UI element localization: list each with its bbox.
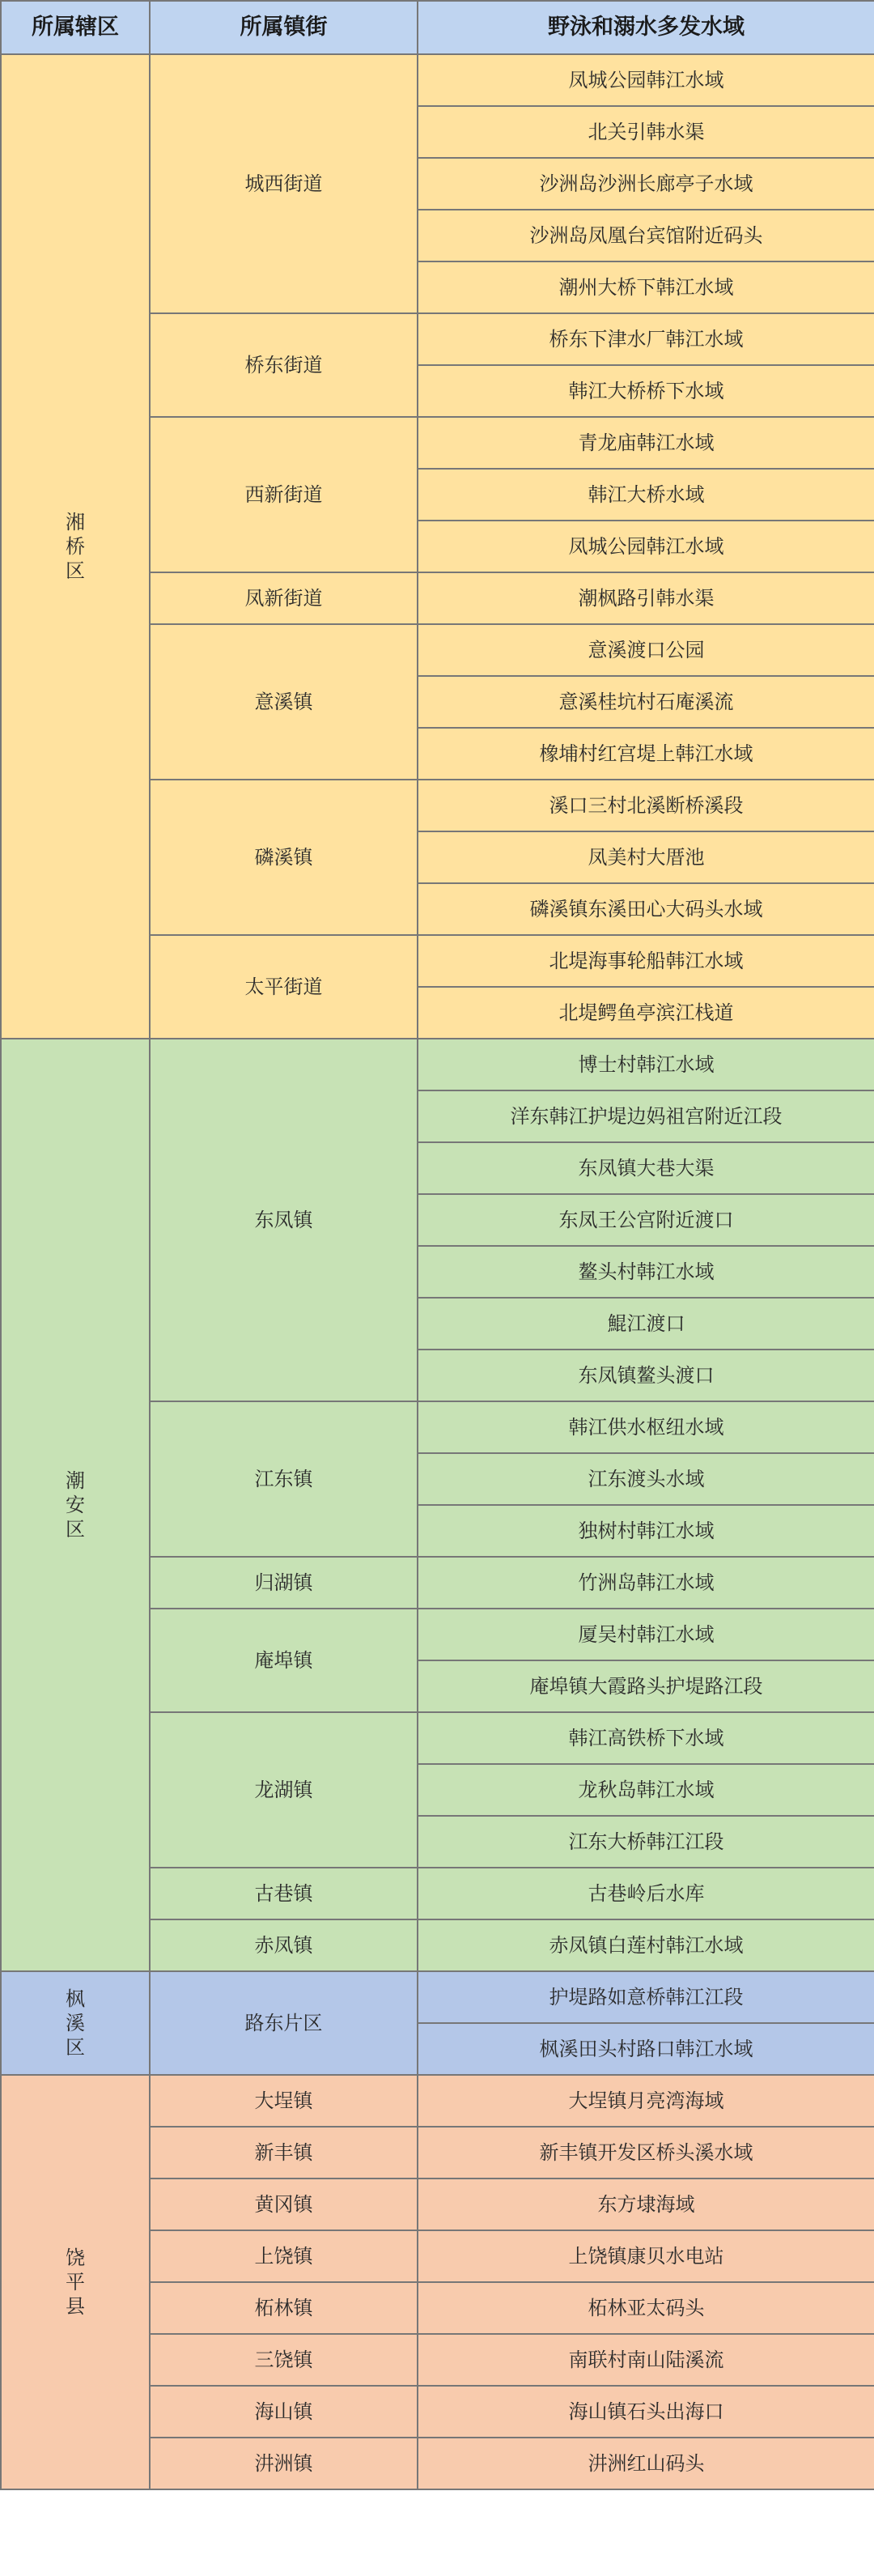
water-area-cell: 东方埭海域 [418, 2179, 874, 2230]
street-cell: 汫洲镇 [150, 2438, 418, 2489]
water-area-cell: 海山镇石头出海口 [418, 2386, 874, 2438]
water-area-cell: 沙洲岛沙洲长廊亭子水域 [418, 158, 874, 210]
water-area-cell: 古巷岭后水库 [418, 1868, 874, 1919]
district-name-char: 县 [66, 2295, 85, 2318]
district-cell [1, 2075, 150, 2489]
street-cell: 桥东街道 [150, 313, 418, 417]
street-cell: 赤凤镇 [150, 1919, 418, 1971]
water-area-cell: 护堤路如意桥韩江江段 [418, 1971, 874, 2023]
water-area-cell: 韩江大桥水域 [418, 469, 874, 521]
water-area-cell: 洋东韩江护堤边妈祖宫附近江段 [418, 1090, 874, 1142]
street-cell: 古巷镇 [150, 1868, 418, 1919]
district-name-char: 安 [66, 1494, 85, 1516]
water-area-cell: 沙洲岛凤凰台宾馆附近码头 [418, 210, 874, 261]
district-name-char: 枫 [66, 1987, 85, 2010]
district-name-char: 区 [66, 1518, 85, 1541]
street-cell: 上饶镇 [150, 2230, 418, 2282]
water-area-cell: 龙秋岛韩江水域 [418, 1764, 874, 1816]
street-cell: 黄冈镇 [150, 2179, 418, 2230]
street-cell: 江东镇 [150, 1401, 418, 1557]
water-area-cell: 独树村韩江水域 [418, 1505, 874, 1557]
table-row [1, 1039, 874, 1090]
table-header-row [1, 1, 874, 54]
water-area-cell: 柘林亚太码头 [418, 2282, 874, 2334]
district-name-char: 潮 [66, 1469, 85, 1492]
table-row [1, 1971, 874, 2023]
water-area-cell: 汫洲红山码头 [418, 2438, 874, 2489]
district-cell [1, 1971, 150, 2075]
water-area-cell: 溪口三村北溪断桥溪段 [418, 780, 874, 831]
water-area-cell: 桥东下津水厂韩江水域 [418, 313, 874, 365]
water-area-cell: 大埕镇月亮湾海域 [418, 2075, 874, 2127]
street-cell: 意溪镇 [150, 624, 418, 780]
water-area-cell: 东凤镇大巷大渠 [418, 1142, 874, 1194]
water-area-cell: 枫溪田头村路口韩江水域 [418, 2023, 874, 2075]
water-area-cell: 潮枫路引韩水渠 [418, 572, 874, 624]
water-area-cell: 厦吴村韩江水域 [418, 1609, 874, 1660]
water-area-cell: 意溪桂坑村石庵溪流 [418, 676, 874, 728]
street-cell: 路东片区 [150, 1971, 418, 2075]
district-name-char: 平 [66, 2271, 85, 2293]
water-area-cell: 凤城公园韩江水域 [418, 521, 874, 572]
water-area-cell: 博士村韩江水域 [418, 1039, 874, 1090]
water-area-cell: 意溪渡口公园 [418, 624, 874, 676]
water-area-cell: 竹洲岛韩江水域 [418, 1557, 874, 1609]
district-name-char: 区 [66, 2036, 85, 2059]
district-name-char: 湘 [66, 511, 85, 533]
water-area-cell: 赤凤镇白莲村韩江水域 [418, 1919, 874, 1971]
water-area-cell: 凤城公园韩江水域 [418, 54, 874, 106]
water-area-cell: 鳌头村韩江水域 [418, 1246, 874, 1298]
district-cell [1, 54, 150, 1039]
table-row [1, 54, 874, 106]
water-area-cell: 上饶镇康贝水电站 [418, 2230, 874, 2282]
street-cell: 东凤镇 [150, 1039, 418, 1401]
water-area-cell: 东凤镇鳌头渡口 [418, 1350, 874, 1401]
district-name-char: 溪 [66, 2012, 85, 2034]
district-name-char: 桥 [66, 535, 85, 558]
street-cell: 柘林镇 [150, 2282, 418, 2334]
street-cell: 归湖镇 [150, 1557, 418, 1609]
street-cell: 龙湖镇 [150, 1712, 418, 1868]
water-area-cell: 东凤王公宫附近渡口 [418, 1194, 874, 1246]
water-area-cell: 韩江供水枢纽水域 [418, 1401, 874, 1453]
street-cell: 三饶镇 [150, 2334, 418, 2386]
water-area-cell: 新丰镇开发区桥头溪水域 [418, 2127, 874, 2179]
street-cell: 新丰镇 [150, 2127, 418, 2179]
street-cell: 海山镇 [150, 2386, 418, 2438]
street-cell: 太平街道 [150, 935, 418, 1039]
water-area-cell: 韩江大桥桥下水域 [418, 365, 874, 417]
water-area-cell: 磷溪镇东溪田心大码头水域 [418, 883, 874, 935]
street-cell: 城西街道 [150, 54, 418, 313]
street-cell: 庵埠镇 [150, 1609, 418, 1712]
water-area-cell: 北堤海事轮船韩江水域 [418, 935, 874, 987]
street-column-header: 所属镇街 [150, 1, 418, 54]
district-column-header: 所属辖区 [1, 1, 150, 54]
district-cell [1, 1039, 150, 1971]
table-row [1, 2075, 874, 2127]
water-area-cell: 韩江高铁桥下水域 [418, 1712, 874, 1764]
street-cell: 凤新街道 [150, 572, 418, 624]
district-name-char: 区 [66, 559, 85, 582]
water-area-cell: 北堤鳄鱼亭滨江栈道 [418, 987, 874, 1039]
district-name-char: 饶 [66, 2247, 85, 2269]
water-area-cell: 青龙庙韩江水域 [418, 417, 874, 469]
street-cell: 磷溪镇 [150, 780, 418, 935]
water-area-cell: 潮州大桥下韩江水域 [418, 261, 874, 313]
area-column-header: 野泳和溺水多发水域 [418, 1, 874, 54]
water-area-cell: 鯤江渡口 [418, 1298, 874, 1350]
water-area-cell: 庵埠镇大霞路头护堤路江段 [418, 1660, 874, 1712]
table-body [1, 54, 874, 2489]
water-area-cell: 江东大桥韩江江段 [418, 1816, 874, 1868]
water-area-cell: 江东渡头水域 [418, 1453, 874, 1505]
street-cell: 大埕镇 [150, 2075, 418, 2127]
water-area-cell: 凤美村大厝池 [418, 831, 874, 883]
water-area-cell: 北关引韩水渠 [418, 106, 874, 158]
water-area-cell: 橡埔村红宫堤上韩江水域 [418, 728, 874, 780]
street-cell: 西新街道 [150, 417, 418, 572]
water-area-cell: 南联村南山陆溪流 [418, 2334, 874, 2386]
